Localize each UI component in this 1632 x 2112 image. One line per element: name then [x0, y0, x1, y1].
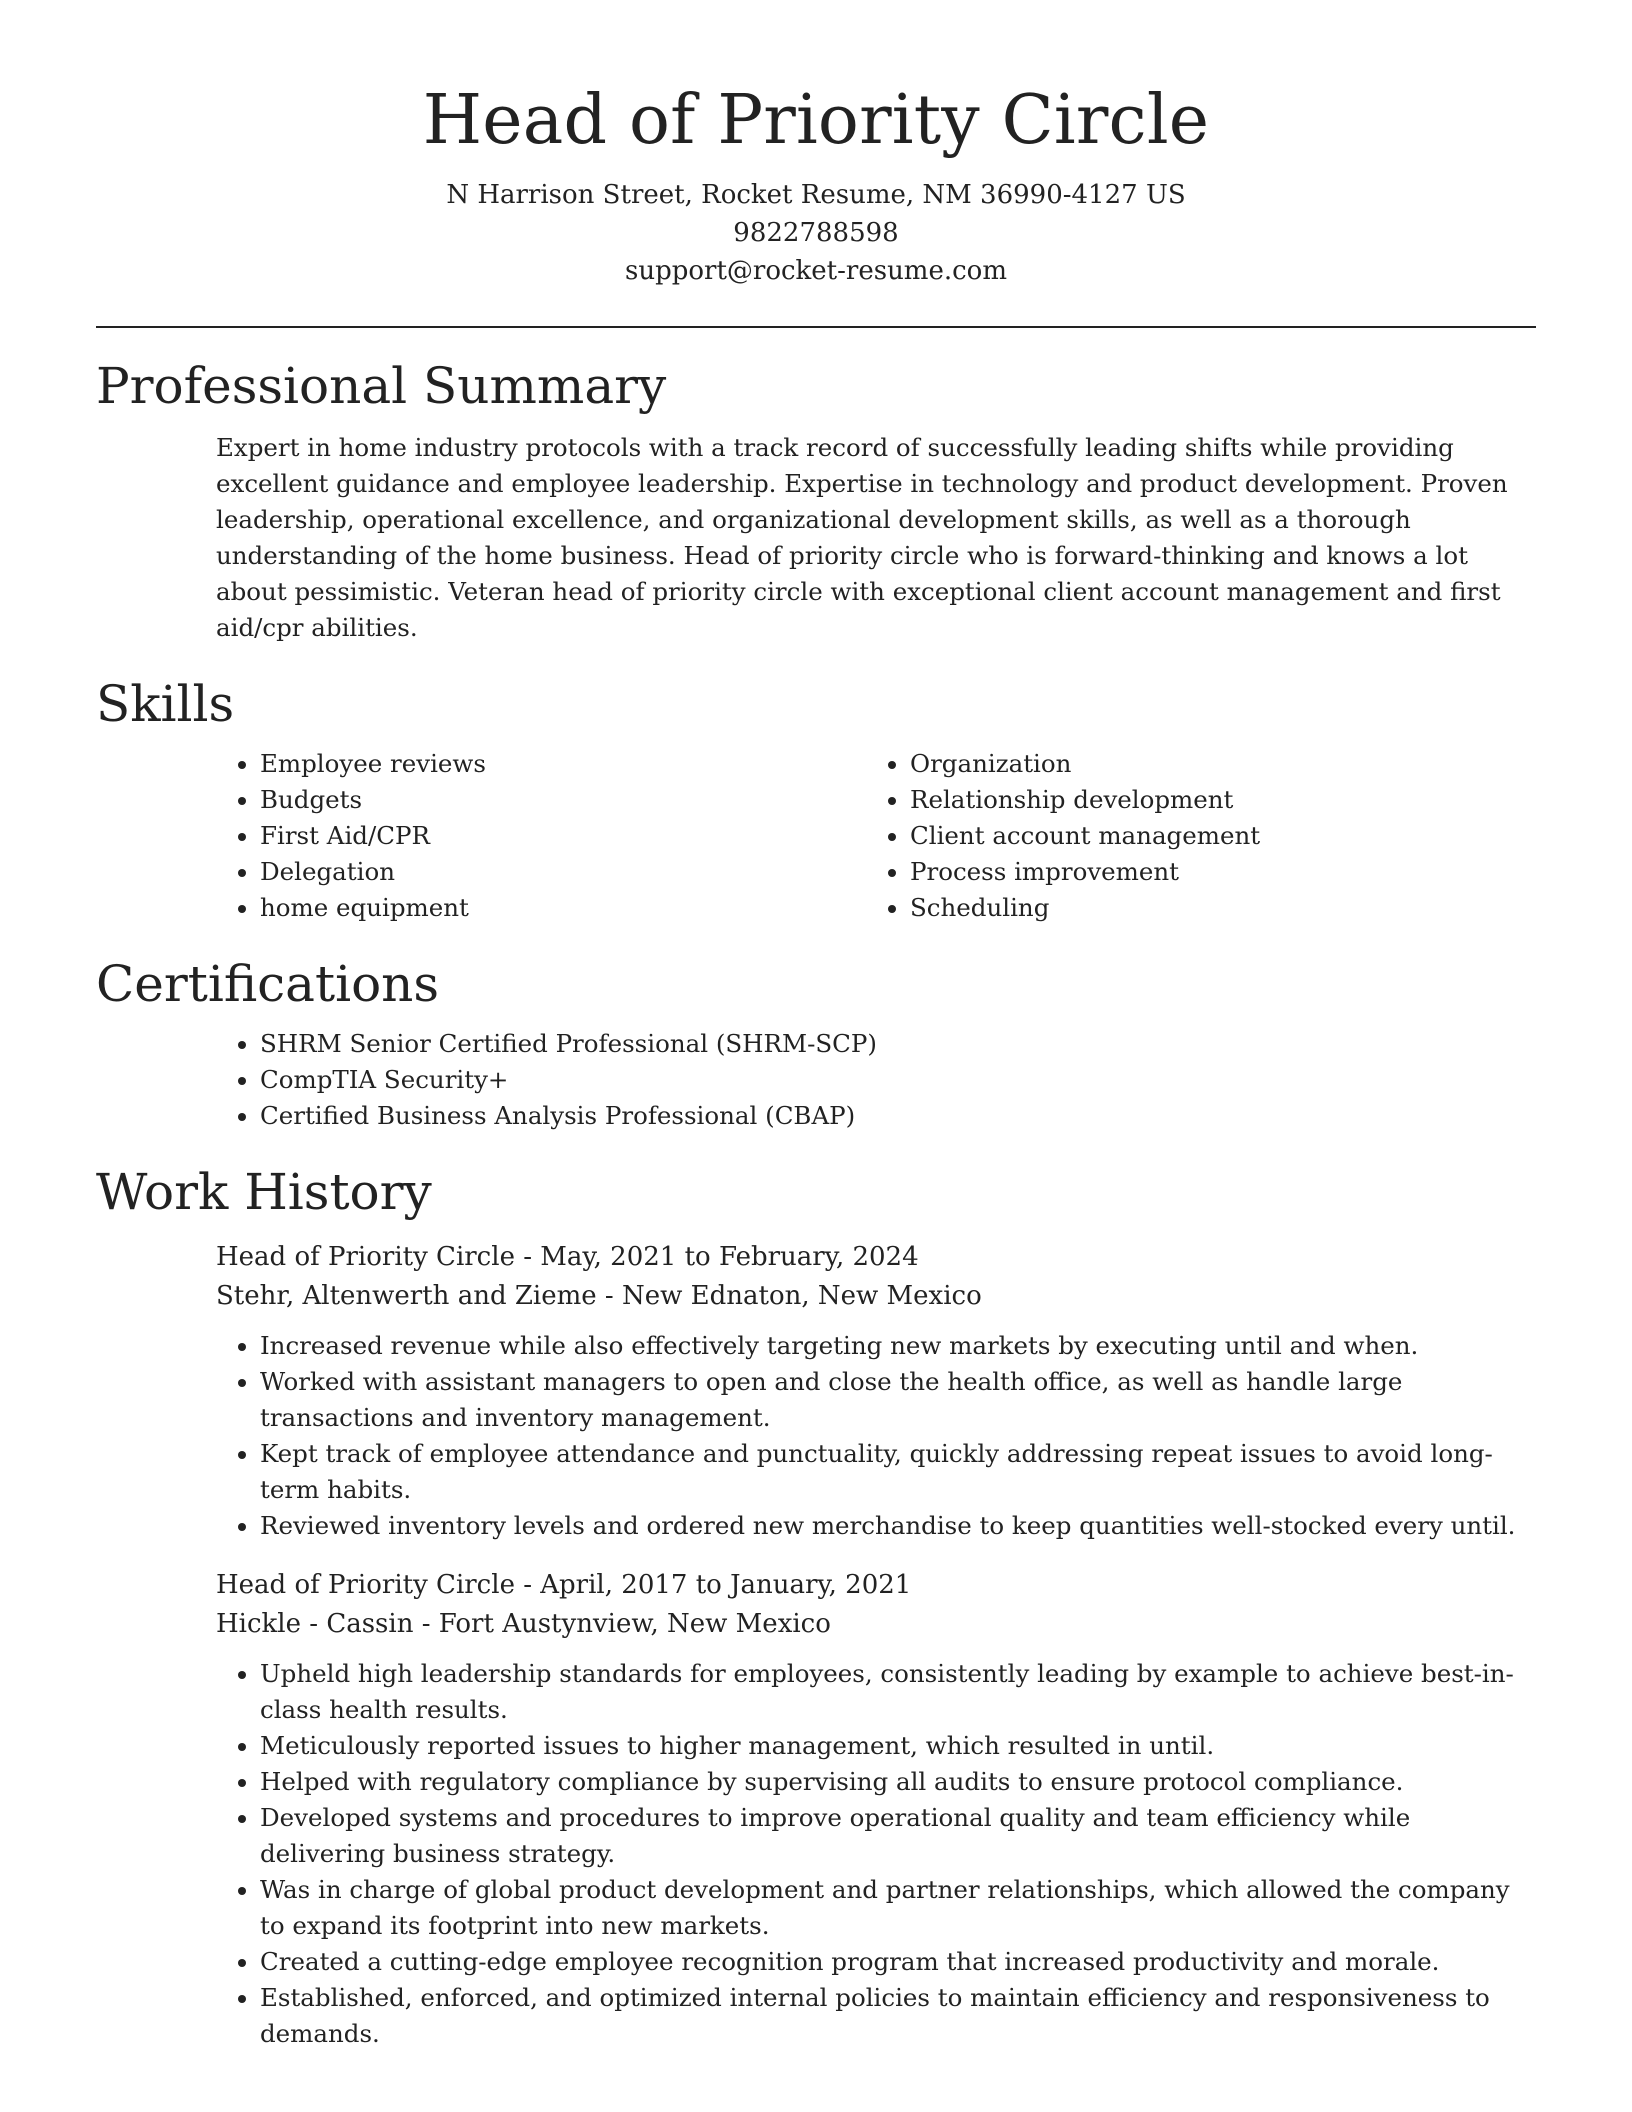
- summary-text: Expert in home industry protocols with a track record of successfully leading shifts while providing excellent guidance and employee leadership. Expertise in technology and product development. Proven leadership, operational excellence, and organizational development skills, as well as a thorough understanding of the home business. Head of priority circle who is forward-thinking and knows a lot about pessimistic. Veteran head of priority circle with exceptional client account management and first aid/cpr abilities.: [216, 432, 1508, 642]
- job-company-location: Hickle - Cassin - Fort Austynview, New Mexico: [216, 1608, 831, 1639]
- skill-item: • Client account management: [910, 818, 1516, 854]
- job-bullet: • Created a cutting-edge employee recognition program that increased productivity and morale.: [260, 1944, 1536, 1980]
- work-history-title: Work History: [96, 1162, 432, 1221]
- skill-item: • Organization: [910, 746, 1516, 782]
- job-title-dates: Head of Priority Circle - May, 2021 to February, 2024: [216, 1241, 919, 1272]
- job-bullet: • Was in charge of global product development and partner relationships, which allowed the company to expand its footprint into new markets.: [260, 1872, 1536, 1944]
- skills-column-left: [216, 734, 866, 926]
- skill-item: • Budgets: [260, 782, 866, 818]
- certification-item: • Certified Business Analysis Professional (CBAP): [260, 1098, 1536, 1134]
- job-bullet: • Helped with regulatory compliance by supervising all audits to ensure protocol compliance.: [260, 1764, 1536, 1800]
- job-bullet: • Kept track of employee attendance and punctuality, quickly addressing repeat issues to avoid long-term habits.: [260, 1436, 1536, 1508]
- skill-item: • Process improvement: [910, 854, 1516, 890]
- summary-title: Professional Summary: [96, 356, 667, 415]
- resume-header: [96, 80, 1536, 290]
- job-title-dates: Head of Priority Circle - April, 2017 to January, 2021: [216, 1569, 912, 1600]
- skill-item: • home equipment: [260, 890, 866, 926]
- skills-column-right: [866, 734, 1516, 926]
- skill-item: • First Aid/CPR: [260, 818, 866, 854]
- job-bullet: • Established, enforced, and optimized internal policies to maintain efficiency and responsiveness to demands.: [260, 1980, 1536, 2052]
- job-company-location: Stehr, Altenwerth and Zieme - New Ednaton, New Mexico: [216, 1280, 982, 1311]
- summary-section: [96, 356, 1536, 646]
- skill-item: • Employee reviews: [260, 746, 866, 782]
- certification-item: • CompTIA Security+: [260, 1062, 1536, 1098]
- work-history-section: [96, 1162, 1536, 2052]
- contact-phone: 9822788598: [733, 217, 899, 248]
- skills-grid: [96, 734, 1536, 926]
- job-bullet: • Reviewed inventory levels and ordered new merchandise to keep quantities well-stocked every until.: [260, 1508, 1536, 1544]
- job-entry: [96, 1238, 1536, 1544]
- skills-title: Skills: [96, 674, 235, 733]
- job-bullet: • Increased revenue while also effectively targeting new markets by executing until and when.: [260, 1328, 1536, 1364]
- candidate-name: Head of Priority Circle: [422, 81, 1210, 160]
- skill-item: • Delegation: [260, 854, 866, 890]
- skills-section: [96, 674, 1536, 926]
- job-bullet: • Developed systems and procedures to improve operational quality and team efficiency while delivering business strategy.: [260, 1800, 1536, 1872]
- job-bullet: • Meticulously reported issues to higher management, which resulted in until.: [260, 1728, 1536, 1764]
- header-divider: [96, 326, 1536, 328]
- contact-email: support@rocket-resume.com: [624, 255, 1007, 286]
- certifications-title: Certifications: [96, 954, 440, 1013]
- contact-address: N Harrison Street, Rocket Resume, NM 36990-4127 US: [446, 179, 1186, 210]
- contact-info: [96, 176, 1536, 290]
- skill-item: • Relationship development: [910, 782, 1516, 818]
- certification-item: • SHRM Senior Certified Professional (SHRM-SCP): [260, 1026, 1536, 1062]
- job-entry: [96, 1566, 1536, 2052]
- certifications-section: [96, 954, 1536, 1134]
- skill-item: • Scheduling: [910, 890, 1516, 926]
- job-bullet: • Upheld high leadership standards for employees, consistently leading by example to achieve best-in-class health results.: [260, 1656, 1536, 1728]
- job-bullet: • Worked with assistant managers to open and close the health office, as well as handle large transactions and inventory management.: [260, 1364, 1536, 1436]
